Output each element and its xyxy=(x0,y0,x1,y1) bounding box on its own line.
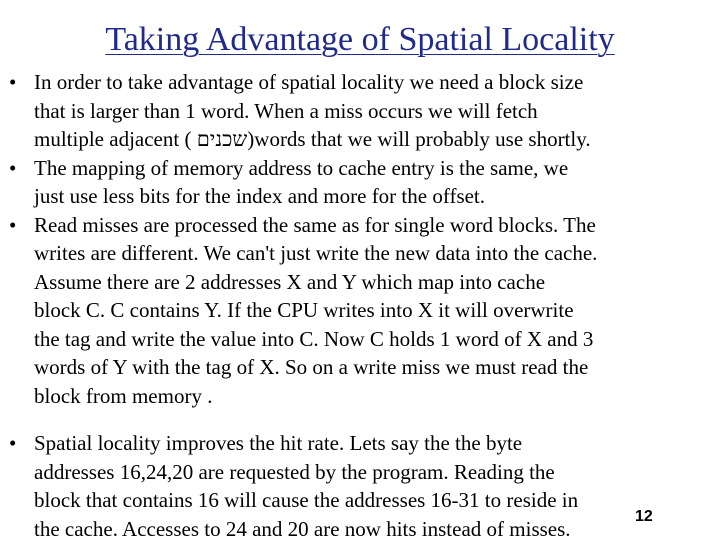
bullet-line: writes are different. We can't just write the new data into the cache. xyxy=(34,239,597,268)
bullet-line: Spatial locality improves the hit rate. Lets say the the byte xyxy=(34,429,522,458)
bullet-dot: • xyxy=(9,68,16,97)
bullet-dot: • xyxy=(9,211,16,240)
bullet-line: the cache. Accesses to 24 and 20 are now hits instead of misses. xyxy=(34,515,571,543)
slide-title: Taking Advantage of Spatial Locality xyxy=(0,18,720,62)
bullet-dot: • xyxy=(9,429,16,458)
bullet-line: the tag and write the value into C. Now C holds 1 word of X and 3 xyxy=(34,325,593,354)
bullet-line: block from memory . xyxy=(34,382,212,411)
bullet-dot: • xyxy=(9,154,16,183)
bullet-line: Read misses are processed the same as for single word blocks. The xyxy=(34,211,596,240)
bullet-line: The mapping of memory address to cache entry is the same, we xyxy=(34,154,568,183)
bullet-line: addresses 16,24,20 are requested by the program. Reading the xyxy=(34,458,555,487)
bullet-line: block C. C contains Y. If the CPU writes into X it will overwrite xyxy=(34,296,574,325)
bullet-line: multiple adjacent ( שכנים)words that we will probably use shortly. xyxy=(34,125,591,154)
bullet-line: that is larger than 1 word. When a miss occurs we will fetch xyxy=(34,97,538,126)
bullet-line: just use less bits for the index and more for the offset. xyxy=(34,182,485,211)
bullet-line: words of Y with the tag of X. So on a write miss we must read the xyxy=(34,353,588,382)
page-number: 12 xyxy=(635,507,653,527)
bullet-line: Assume there are 2 addresses X and Y which map into cache xyxy=(34,268,545,297)
bullet-line: In order to take advantage of spatial locality we need a block size xyxy=(34,68,583,97)
bullet-line: block that contains 16 will cause the addresses 16-31 to reside in xyxy=(34,486,578,515)
